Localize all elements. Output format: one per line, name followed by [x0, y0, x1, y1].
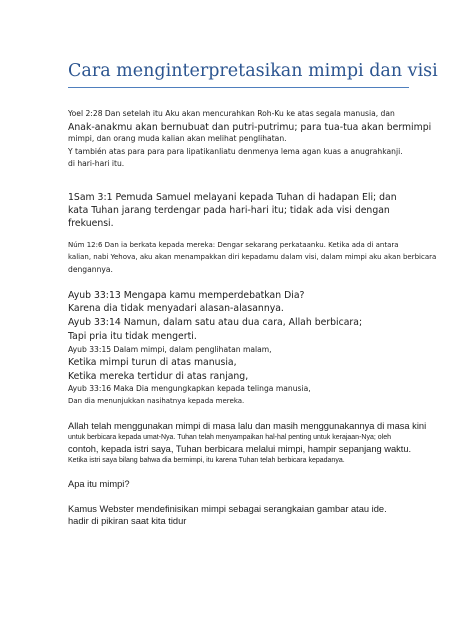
text-line: Y también atas para para para lipatikanliatu denmenya lema agan kuas a anugrahkanji.: [68, 147, 403, 156]
text-line: mimpi, dan orang muda kalian akan melihat penglihatan.: [68, 134, 287, 143]
text-line: Dan dia menunjukkan nasihatnya kepada mereka.: [68, 397, 245, 405]
text-line: 1Sam 3:1 Pemuda Samuel melayani kepada Tuhan di hadapan Eli; dan: [68, 192, 397, 203]
text-line: Karena dia tidak menyadari alasan-alasannya.: [68, 303, 284, 314]
text-line: Ayub 33:13 Mengapa kamu memperdebatkan Dia?: [68, 290, 305, 301]
section-heading: Apa itu mimpi?: [68, 479, 130, 489]
text-line: Ketika mereka tertidur di atas ranjang,: [68, 371, 249, 382]
text-line: Ketika mimpi turun di atas manusia,: [68, 357, 237, 368]
text-line: Núm 12:6 Dan ia berkata kepada mereka: Dengar sekarang perkataanku. Ketika ada di antara: [68, 241, 399, 249]
text-line: contoh, kepada istri saya, Tuhan berbicara melalui mimpi, hampir sepanjang waktu.: [68, 444, 412, 454]
text-line: Ayub 33:16 Maka Dia mengungkapkan kepada telinga manusia,: [68, 384, 311, 393]
text-line: Kamus Webster mendefinisikan mimpi sebagai serangkaian gambar atau ide.: [68, 504, 387, 514]
page-title: Cara menginterpretasikan mimpi dan visi: [68, 61, 438, 81]
title-underline: [68, 87, 409, 88]
text-line: kalian, nabi Yehova, aku akan menampakkan diri kepadamu dalam visi, dalam mimpi aku akan berbicara: [68, 253, 437, 261]
text-line: dengannya.: [68, 265, 113, 274]
text-line: Ketika istri saya bilang bahwa dia bermimpi, itu karena Tuhan telah berbicara kepadanya.: [68, 457, 345, 464]
text-line: hadir di pikiran saat kita tidur: [68, 516, 187, 526]
text-line: Ayub 33:15 Dalam mimpi, dalam penglihatan malam,: [68, 345, 272, 354]
text-line: Ayub 33:14 Namun, dalam satu atau dua cara, Allah berbicara;: [68, 317, 363, 328]
text-line: Tapi pria itu tidak mengerti.: [68, 331, 197, 342]
text-line: Anak-anakmu akan bernubuat dan putri-putrimu; para tua-tua akan bermimpi: [68, 122, 432, 133]
text-line: di hari-hari itu.: [68, 159, 125, 168]
text-line: untuk berbicara kepada umat-Nya. Tuhan telah menyampaikan hal-hal penting untuk kerajaan-Nya; oleh: [68, 434, 391, 441]
text-line: Allah telah menggunakan mimpi di masa lalu dan masih menggunakannya di masa kini: [68, 421, 427, 431]
text-line: kata Tuhan jarang terdengar pada hari-hari itu; tidak ada visi dengan: [68, 205, 390, 216]
text-line: frekuensi.: [68, 218, 114, 229]
text-line: Yoel 2:28 Dan setelah itu Aku akan mencurahkan Roh-Ku ke atas segala manusia, dan: [68, 109, 395, 118]
